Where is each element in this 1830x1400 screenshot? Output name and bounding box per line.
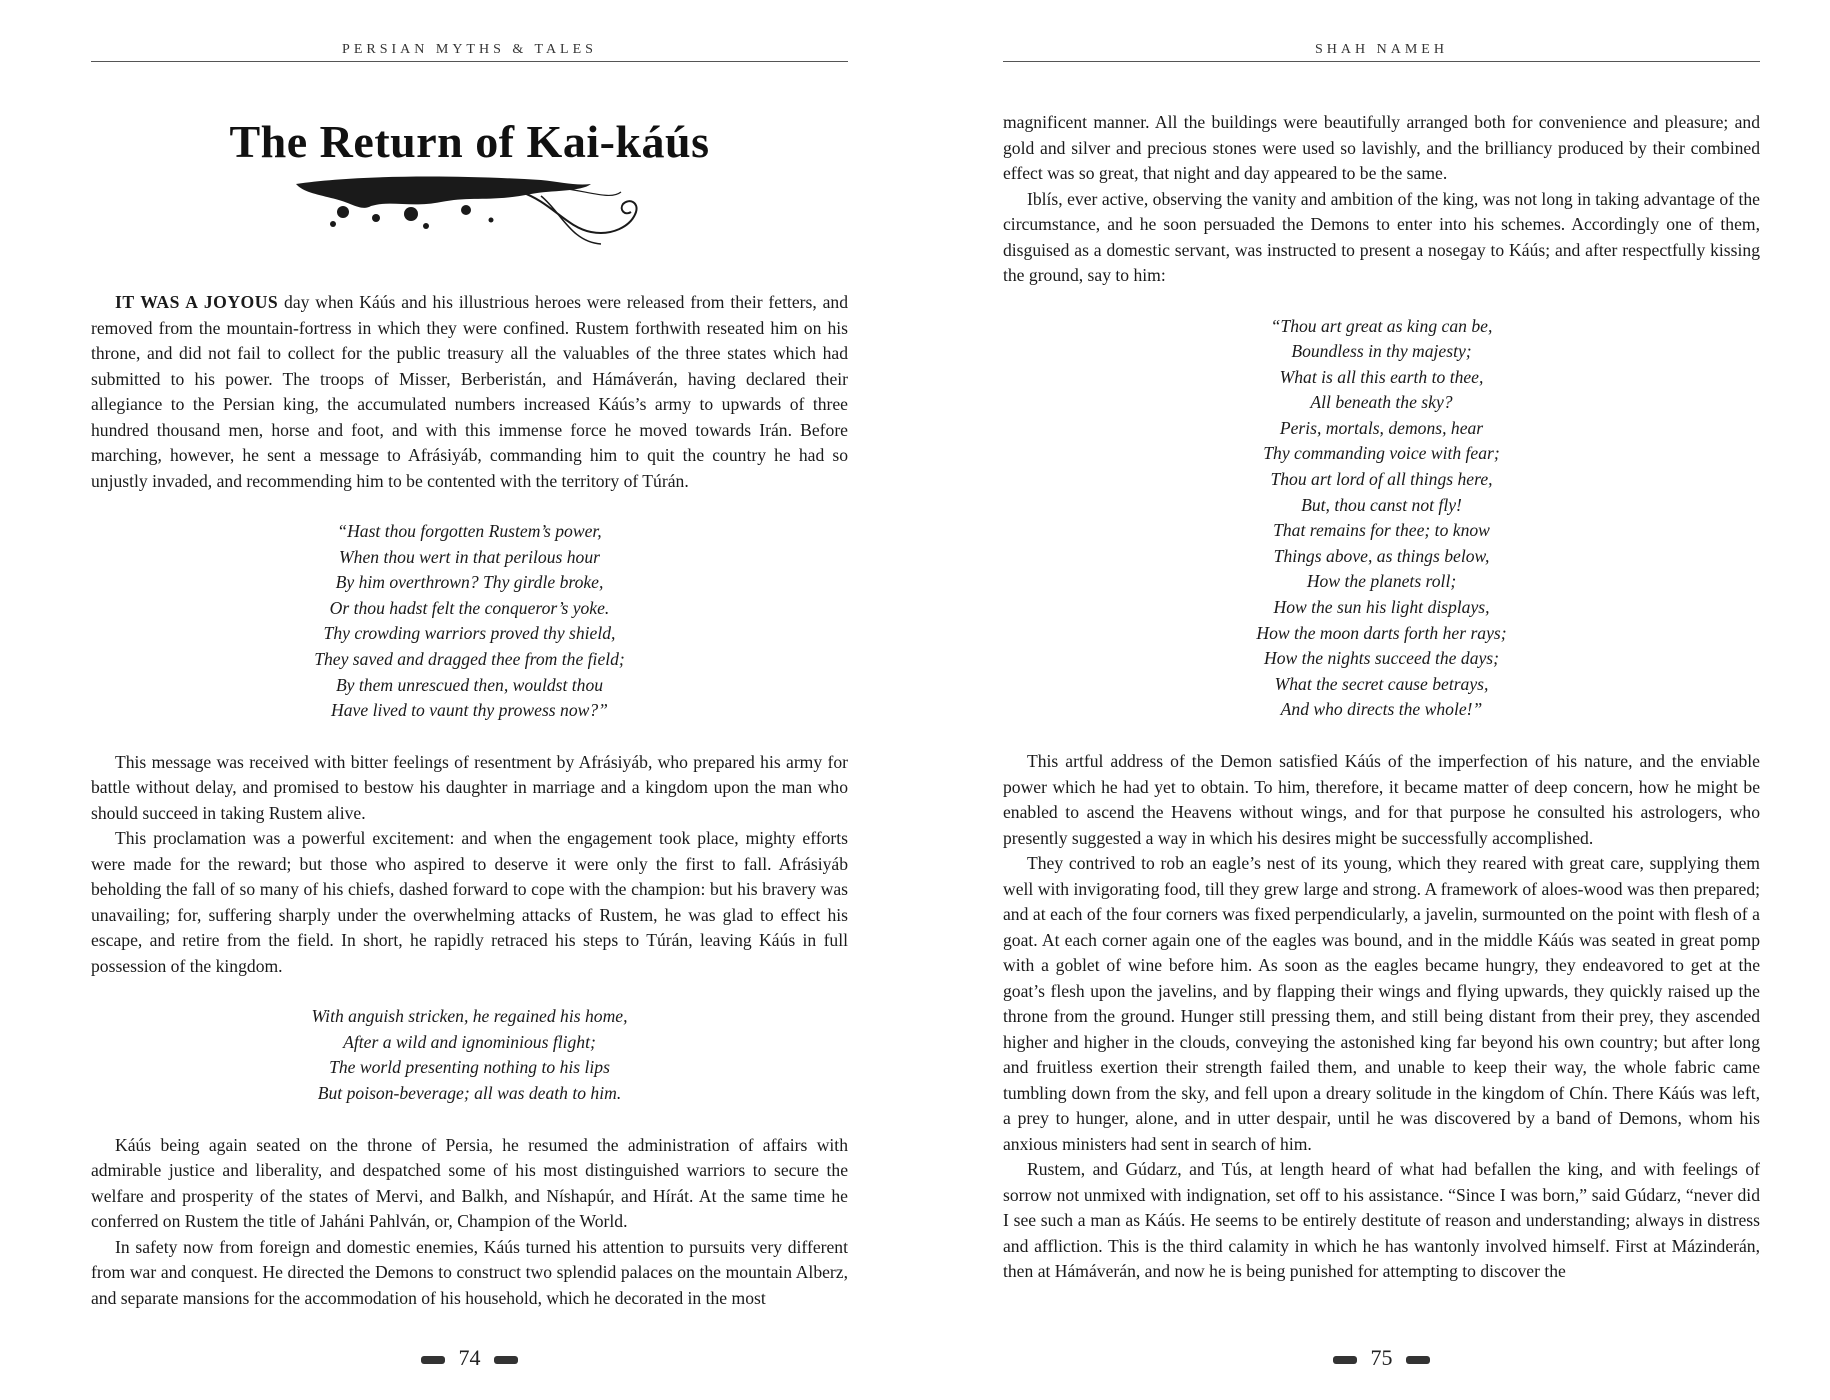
paragraph	[1003, 851, 1760, 1157]
verse-block	[1003, 314, 1760, 724]
paragraph	[1003, 187, 1760, 289]
paragraph-text: This artful address of the Demon satisfied Káús of the imperfection of his nature, and the enviable power which he had yet to obtain. To him, therefore, it became matter of deep concern, how he might be enabled to ascend the Heavens without wings, and for that purpose he consulted his astrologers, who presently suggested a way in which his desires might be successfully accomplished.	[1003, 751, 1760, 848]
verse-line: How the planets roll;	[1306, 571, 1457, 592]
verse-line: “Thou art great as king can be,	[1270, 315, 1493, 336]
paragraph-text: In safety now from foreign and domestic enemies, Káús turned his attention to pursuits very different from war and conquest. He directed the Demons to construct two splendid palaces on the mountain Alberz, and separate mansions for the accommodation of his household, which he decorated in the most	[91, 1236, 848, 1308]
verse-block	[91, 1004, 848, 1106]
paragraph	[1003, 749, 1760, 851]
verse-line: How the sun his light displays,	[1273, 597, 1490, 618]
body-text	[91, 290, 848, 1311]
verse-line: By him overthrown? Thy girdle broke,	[335, 572, 604, 593]
verse-block	[91, 519, 848, 724]
verse-line: “Hast thou forgotten Rustem’s power,	[337, 521, 602, 541]
verse-line: Thy crowding warriors proved thy shield,	[323, 623, 616, 644]
page-number	[1003, 1345, 1760, 1371]
paragraph	[91, 826, 848, 979]
page-number-value: 75	[1370, 1345, 1393, 1370]
verse-line: Or thou hadst felt the conqueror’s yoke.	[329, 597, 610, 618]
folio-ornament-icon	[494, 1356, 518, 1364]
paragraph-text: They contrived to rob an eagle’s nest of its young, which they reared with great care, supplying them well with invigorating food, till they grew large and strong. A framework of aloes-wood was then prepared; and at each of the four corners was fixed perpendicularly, a javelin, surmounted on the point with flesh of a goat. At each corner again one of the eagles was bound, and in the middle Káús was seated in great pomp with a goblet of wine before him. As soon as the eagles became hungry, they endeavored to get at the goat’s flesh upon the javelins, and by flapping their wings and flying upwards, they quickly raised up the throne from the ground. Hunger still pressing them, and still being distant from their prey, they ascended higher and higher in the clouds, conveying the astonished king far beyond his own country; but after long and fruitless exertion their strength failed them, and unable to keep their way, the whole fabric came tumbling down from the sky, and fell upon a dreary solitude in the kingdom of Chín. There Káús was left, a prey to hunger, alone, and in utter despair, until he was discovered by a band of Demons, whom his anxious ministers had sent in search of him.	[1003, 853, 1760, 1154]
folio-ornament-icon	[421, 1356, 445, 1364]
verse-line: Things above, as things below,	[1273, 545, 1490, 566]
paragraph-text: Iblís, ever active, observing the vanity and ambition of the king, was not long in taking advantage of the circumstance, and he soon persuaded the Demons to enter into his schemes. Accordingly one of them, disguised as a domestic servant, was instructed to present a nosegay to Káús; and after respectfully kissing the ground, say to him:	[1003, 188, 1760, 285]
page-number-value: 74	[458, 1345, 481, 1370]
verse-line: When thou wert in that perilous hour	[339, 546, 600, 567]
verse-line: The world presenting nothing to his lips	[329, 1057, 610, 1078]
left-page	[91, 0, 848, 1400]
verse-line: What is all this earth to thee,	[1279, 366, 1484, 387]
paragraph	[91, 1133, 848, 1235]
folio-ornament-icon	[1333, 1356, 1357, 1364]
verse-line: After a wild and ignominious flight;	[343, 1031, 596, 1052]
verse-line: By them unrescued then, wouldst thou	[335, 674, 604, 695]
paragraph	[91, 750, 848, 827]
verse-line: How the moon darts forth her rays;	[1256, 622, 1507, 643]
header-rule	[91, 61, 848, 62]
paragraph-text: day when Káús and his illustrious heroes were released from their fetters, and removed from the mountain-fortress in which they were confined. Rustem forthwith reseated him on his throne, and did not fail to collect for the public treasury all the valuables of the three states which had submitted to his power. The troops of Misser, Berberistán, and Hámáverán, having declared their allegiance to the Persian king, the accumulated numbers increased Káús’s army to upwards of three hundred thousand men, horse and foot, and with this immense force he moved towards Irán. Before marching, however, he sent a message to Afrásiyáb, commanding him to quit the country he had so unjustly invaded, and recommending him to be contented with the territory of Túrán.	[91, 292, 848, 491]
paragraph-text: Rustem, and Gúdarz, and Tús, at length heard of what had befallen the king, and with feelings of sorrow not unmixed with indignation, set off to his assistance. “Since I was born,” said Gúdarz, “never did I see such a man as Káús. He seems to be entirely destitute of reason and understanding; always in distress and affliction. This is the third calamity in which he has wantonly involved himself. First at Mázinderán, then at Hámáverán, and now he is being punished for attempting to discover the	[1003, 1159, 1760, 1281]
chapter-title: The Return of Kai-káús	[229, 116, 710, 167]
verse-line: But, thou canst not fly!	[1301, 494, 1462, 515]
verse-line: Peris, mortals, demons, hear	[1279, 417, 1484, 438]
paragraph	[1003, 1157, 1760, 1285]
paragraph	[91, 290, 848, 494]
verse-line: What the secret cause betrays,	[1274, 673, 1489, 694]
paragraph-text: magnificent manner. All the buildings were beautifully arranged both for convenience and pleasure; and gold and silver and precious stones were used so lavishly, and the brilliancy produced by their combined effect was so great, that night and day appeared to be the same.	[1003, 112, 1760, 183]
paragraph	[1003, 110, 1760, 187]
page-number	[91, 1345, 848, 1371]
paragraph	[91, 1235, 848, 1312]
running-head: PERSIAN MYTHS & TALES	[342, 42, 597, 57]
body-text	[1003, 110, 1760, 1285]
verse-line: Thou art lord of all things here,	[1270, 469, 1493, 490]
verse-line: That remains for thee; to know	[1273, 520, 1490, 541]
verse-line: And who directs the whole!”	[1280, 699, 1483, 720]
right-page	[1003, 0, 1760, 1400]
verse-line: How the nights succeed the days;	[1263, 648, 1500, 669]
verse-line: All beneath the sky?	[1310, 392, 1453, 413]
verse-line: With anguish stricken, he regained his home,	[311, 1006, 628, 1027]
folio-ornament-icon	[1406, 1356, 1430, 1364]
verse-line: Have lived to vaunt thy prowess now?”	[331, 700, 608, 721]
verse-line: Thy commanding voice with fear;	[1263, 443, 1500, 464]
lead-in: IT WAS A JOYOUS	[115, 292, 279, 312]
paragraph-text: This message was received with bitter feelings of resentment by Afrásiyáb, who prepared his army for battle without delay, and promised to bestow his daughter in marriage and a kingdom upon the man who should succeed in taking Rustem alive.	[91, 751, 848, 823]
paragraph-text: Káús being again seated on the throne of Persia, he resumed the administration of affairs with admirable justice and liberality, and despatched some of his most distinguished warriors to secure the welfare and prosperity of the states of Mervi, and Balkh, and Níshapúr, and Hírát. At the same time he conferred on Rustem the title of Jaháni Pahlván, or, Champion of the World.	[91, 1134, 848, 1232]
verse-line: Boundless in thy majesty;	[1291, 341, 1472, 362]
paragraph-text: This proclamation was a powerful excitement: and when the engagement took place, mighty efforts were made for the reward; but those who aspired to deserve it were only the first to fall. Afrásiyáb beholding the fall of so many of his chiefs, dashed forward to cope with the champion: but his bravery was unavailing; for, suffering sharply under the overwhelming attacks of Rustem, he was glad to effect his escape, and retire from the field. In short, he rapidly retraced his steps to Túrán, leaving Káús in full possession of the kingdom.	[91, 828, 848, 976]
ink-splash-ornament-icon	[291, 172, 651, 252]
verse-line: But poison-beverage; all was death to him.	[317, 1083, 622, 1104]
running-head: SHAH NAMEH	[1315, 42, 1448, 57]
verse-line: They saved and dragged thee from the field;	[314, 648, 625, 669]
header-rule	[1003, 61, 1760, 62]
